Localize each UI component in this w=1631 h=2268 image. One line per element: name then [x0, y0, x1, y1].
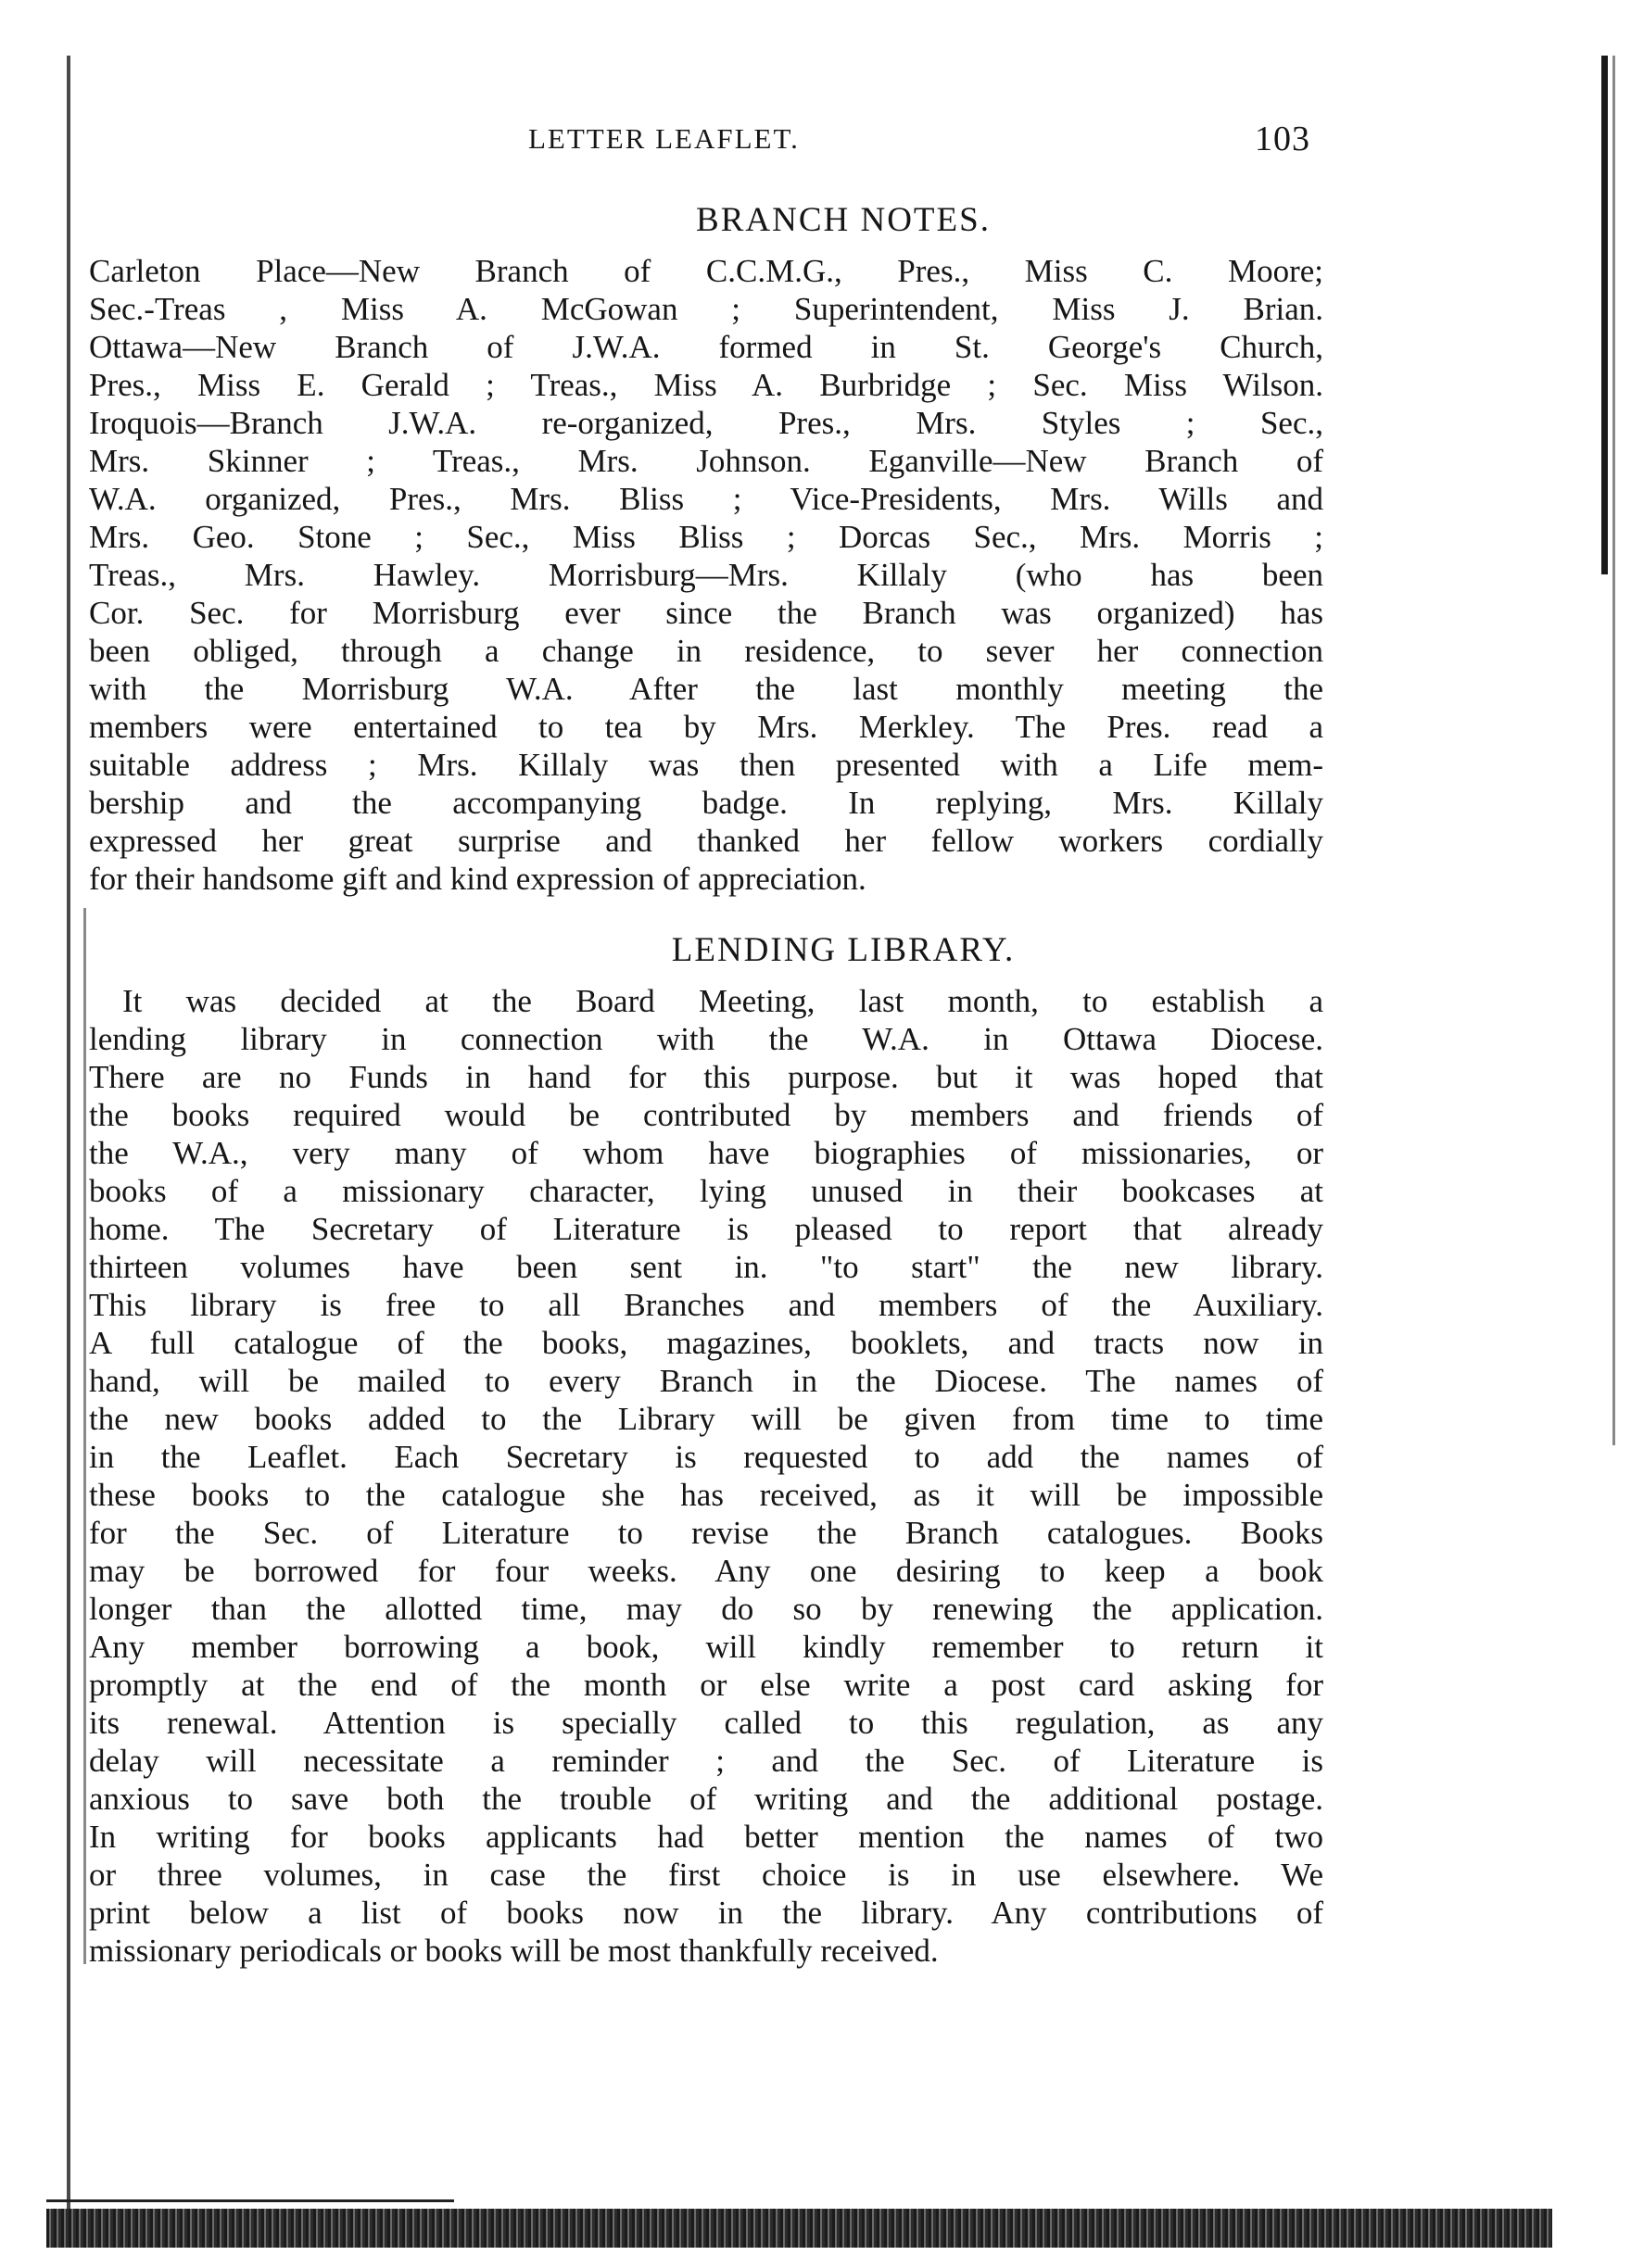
text-line: W.A. organized, Pres., Mrs. Bliss ; Vice-Presidents, Mrs. Wills and: [89, 481, 1323, 517]
text-line: bership and the accompanying badge. In replying, Mrs. Killaly: [89, 785, 1323, 821]
text-line: Mrs. Skinner ; Treas., Mrs. Johnson. Eganville—New Branch of: [89, 443, 1323, 479]
text-line: lending library in connection with the W.A. in Ottawa Diocese.: [89, 1021, 1323, 1057]
text-line: Mrs. Geo. Stone ; Sec., Miss Bliss ; Dorcas Sec., Mrs. Morris ;: [89, 519, 1323, 555]
text-line: promptly at the end of the month or else write a post card asking for: [89, 1667, 1323, 1703]
text-line: longer than the allotted time, may do so by renewing the application.: [89, 1591, 1323, 1627]
text-line: thirteen volumes have been sent in. "to start" the new library.: [89, 1249, 1323, 1285]
text-line: Iroquois—Branch J.W.A. re-organized, Pres., Mrs. Styles ; Sec.,: [89, 405, 1323, 441]
text-line: print below a list of books now in the library. Any contributions of: [89, 1895, 1323, 1931]
text-line: its renewal. Attention is specially called to this regulation, as any: [89, 1705, 1323, 1741]
branch-notes-body: [89, 252, 1323, 898]
text-line: Sec.-Treas , Miss A. McGowan ; Superintendent, Miss J. Brian.: [89, 291, 1323, 327]
text-line: Treas., Mrs. Hawley. Morrisburg—Mrs. Killaly (who has been: [89, 557, 1323, 593]
right-edge-scan-line: [1612, 56, 1615, 1445]
page-number: 103: [1255, 120, 1310, 158]
text-line: delay will necessitate a reminder ; and the Sec. of Literature is: [89, 1743, 1323, 1779]
text-line: Ottawa—New Branch of J.W.A. formed in St. George's Church,: [89, 329, 1323, 365]
text-line: these books to the catalogue she has received, as it will be impossible: [89, 1477, 1323, 1513]
text-line: Carleton Place—New Branch of C.C.M.G., Pres., Miss C. Moore;: [89, 253, 1323, 289]
text-line: Any member borrowing a book, will kindly remember to return it: [89, 1629, 1323, 1665]
left-margin-scan-artifact-inner: [83, 908, 86, 1964]
text-line: Pres., Miss E. Gerald ; Treas., Miss A. Burbridge ; Sec. Miss Wilson.: [89, 367, 1323, 403]
text-line: the books required would be contributed by members and friends of: [89, 1097, 1323, 1133]
text-line: the W.A., very many of whom have biographies of missionaries, or: [89, 1135, 1323, 1171]
bottom-edge-scan-line: [46, 2199, 454, 2202]
text-line: hand, will be mailed to every Branch in the Diocese. The names of: [89, 1363, 1323, 1399]
branch-notes-heading: BRANCH NOTES.: [696, 201, 991, 239]
lending-library-body: [89, 982, 1323, 1970]
text-line: or three volumes, in case the first choice is in use elsewhere. We: [89, 1857, 1323, 1893]
text-line: It was decided at the Board Meeting, last month, to establish a: [122, 983, 1323, 1019]
running-header: [0, 122, 1631, 169]
running-title: LETTER LEAFLET.: [528, 122, 800, 155]
text-line: the new books added to the Library will be given from time to time: [89, 1401, 1323, 1437]
lending-library-heading: LENDING LIBRARY.: [671, 931, 1016, 969]
text-line: Cor. Sec. for Morrisburg ever since the Branch was organized) has: [89, 595, 1323, 631]
text-line: been obliged, through a change in residence, to sever her connection: [89, 633, 1323, 669]
text-line: A full catalogue of the books, magazines, booklets, and tracts now in: [89, 1325, 1323, 1361]
text-line: for the Sec. of Literature to revise the Branch catalogues. Books: [89, 1515, 1323, 1551]
bottom-edge-scan-band: [46, 2209, 1552, 2248]
text-line: for their handsome gift and kind expression of appreciation.: [89, 861, 866, 897]
text-line: In writing for books applicants had better mention the names of two: [89, 1819, 1323, 1855]
text-line: home. The Secretary of Literature is pleased to report that already: [89, 1211, 1323, 1247]
text-line: members were entertained to tea by Mrs. Merkley. The Pres. read a: [89, 709, 1323, 745]
text-line: books of a missionary character, lying unused in their bookcases at: [89, 1173, 1323, 1209]
text-line: may be borrowed for four weeks. Any one desiring to keep a book: [89, 1553, 1323, 1589]
text-line: with the Morrisburg W.A. After the last monthly meeting the: [89, 671, 1323, 707]
text-line: suitable address ; Mrs. Killaly was then presented with a Life mem-: [89, 747, 1323, 783]
text-line: anxious to save both the trouble of writing and the additional postage.: [89, 1781, 1323, 1817]
text-line: expressed her great surprise and thanked her fellow workers cordially: [89, 823, 1323, 859]
text-line: in the Leaflet. Each Secretary is requested to add the names of: [89, 1439, 1323, 1475]
text-line: This library is free to all Branches and members of the Auxiliary.: [89, 1287, 1323, 1323]
text-line: There are no Funds in hand for this purpose. but it was hoped that: [89, 1059, 1323, 1095]
left-margin-scan-artifact: [67, 56, 70, 2224]
text-line: missionary periodicals or books will be most thankfully received.: [89, 1933, 939, 1969]
